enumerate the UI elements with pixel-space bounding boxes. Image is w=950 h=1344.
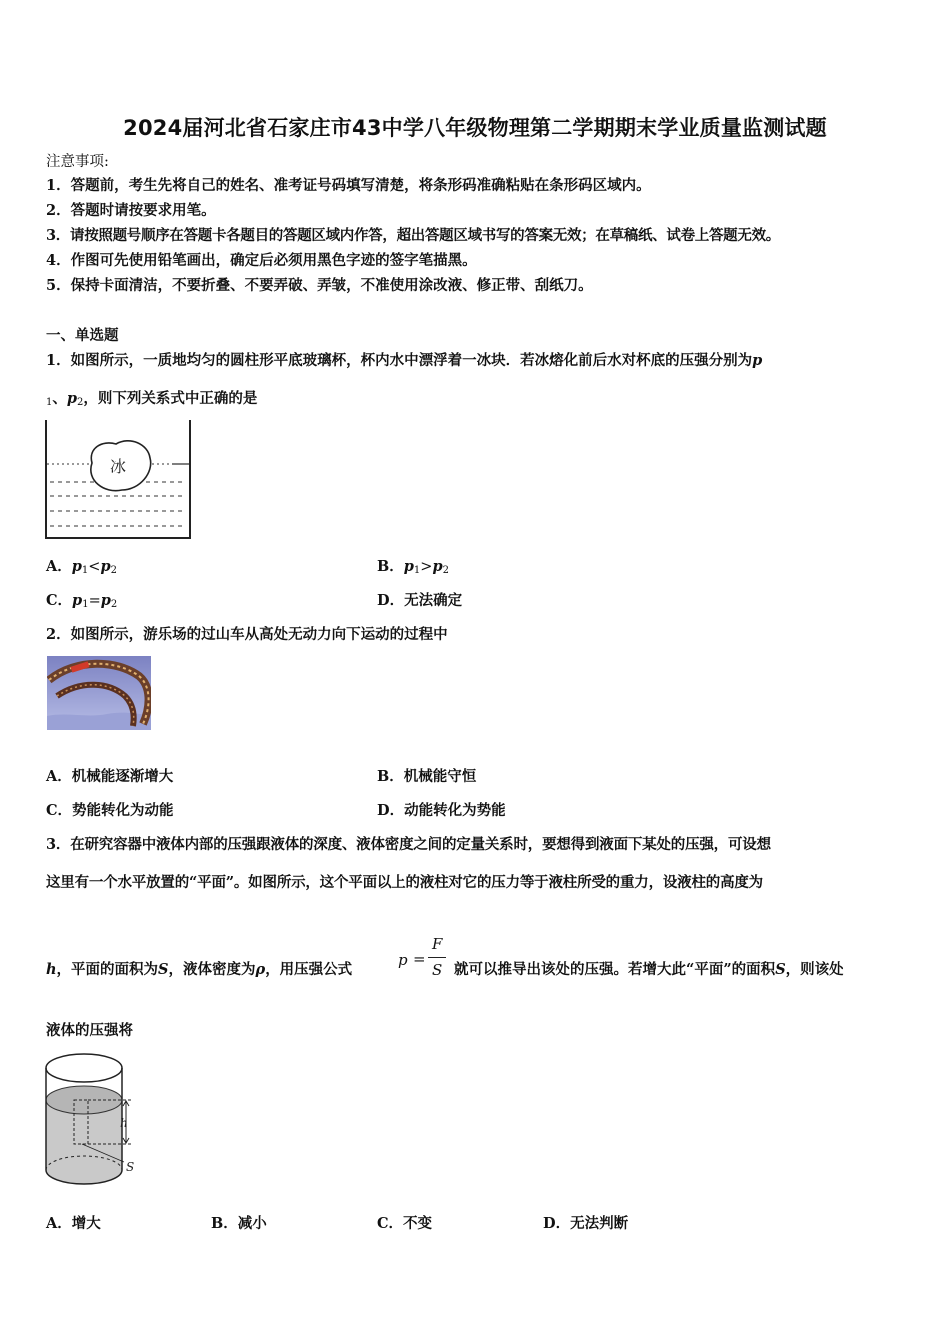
question-3-line3-b [454,960,844,980]
notice-item: 4．作图可先使用铅笔画出，确定后必须用黑色字迹的签字笔描黑。 [46,252,477,269]
option-b[interactable]: B．减小 [211,1215,267,1232]
option-d[interactable]: D．动能转化为势能 [377,802,506,819]
section-heading: 一、单选题 [46,327,119,344]
var-p: p [71,558,82,575]
question-3-line3-a [46,960,352,980]
var-p: p [752,352,763,369]
formula-denominator: S [432,961,443,979]
sub-1: 1 [413,565,421,576]
text: 就可以推导出该处的压强。若增大此“平面”的面积 [454,961,776,978]
option-letter: C． [46,592,73,609]
option-d[interactable]: D．无法判断 [543,1215,629,1232]
height-label: h [120,1116,128,1130]
sub-1: 1 [82,599,89,610]
operator: < [88,559,101,575]
option-letter: B． [377,558,404,575]
sub-2: 2 [110,565,117,576]
option-b[interactable]: B．机械能守恒 [377,768,477,785]
option-a[interactable] [46,557,117,581]
option-letter: D． [377,592,405,609]
text: ，则该处 [785,961,844,978]
option-b[interactable] [377,557,449,581]
page-title: 2024届河北省石家庄市43中学八年级物理第二学期期末学业质量监测试题 [123,116,827,140]
cylinder-figure [42,1050,142,1194]
var-p: p [403,558,414,575]
sub-1: 1 [46,397,53,408]
option-c[interactable]: C．不变 [377,1215,433,1232]
option-c[interactable]: C．势能转化为动能 [46,802,174,819]
separator: 、 [52,390,67,407]
option-letter: A． [46,558,72,575]
notice-item: 3．请按照题号顺序在答题卡各题目的答题区域内作答，超出答题区域书写的答案无效；在草稿纸、试卷上答题无效。 [46,227,780,244]
text: ，液体密度为 [168,961,256,978]
cylinder-top [46,1054,122,1082]
fraction-bar [428,957,446,958]
option-text: 无法确定 [404,592,463,609]
ice-label: 冰 [110,457,127,476]
option-d[interactable] [377,591,462,611]
sub-2: 2 [110,599,118,610]
question-3-line4: 液体的压强将 [46,1022,133,1039]
formula-numerator: F [432,935,443,953]
notice-heading: 注意事项: [46,154,109,170]
question-2-stem: 2．如图所示，游乐场的过山车从高处无动力向下运动的过程中 [46,626,448,643]
sub-2: 2 [77,397,84,408]
notice-item: 5．保持卡面清洁，不要折叠、不要弄破、弄皱，不准使用涂改液、修正带、刮纸刀。 [46,277,593,294]
var-h: h [46,961,57,978]
question-1-stem-cont [46,389,257,413]
option-c[interactable] [46,591,117,615]
notice-item: 1．答题前，考生先将自己的姓名、准考证号码填写清楚，将条形码准确粘贴在条形码区域内。 [46,177,651,194]
var-p: p [100,558,111,575]
var-p: p [66,390,78,407]
var-s: S [775,961,786,978]
var-p: p [100,592,111,609]
operator: = [88,593,101,609]
formula-var-p: p [398,951,408,969]
var-s: S [158,961,169,978]
text: ，平面的面积为 [56,961,159,978]
notice-item: 2．答题时请按要求用笔。 [46,202,216,219]
glass-with-ice-figure [44,418,194,542]
question-1-stem [46,351,762,371]
text: ，用压强公式 [265,961,353,978]
question-3-line2: 这里有一个水平放置的“平面”。如图所示，这个平面以上的液柱对它的压力等于液柱所受的重力，设液柱的高度为 [46,874,763,891]
roller-coaster-photo [47,656,151,730]
operator: > [420,559,433,575]
var-p: p [432,558,443,575]
option-a[interactable]: A．增大 [46,1215,101,1232]
question-3-line1: 3．在研究容器中液体内部的压强跟液体的深度、液体密度之间的定量关系时，要想得到液面下某处的压强，可设想 [46,836,771,853]
sub-1: 1 [81,565,89,576]
var-p: p [72,592,83,609]
var-rho: ρ [255,961,266,978]
option-a[interactable]: A．机械能逐渐增大 [46,768,174,785]
question-1-rest: ，则下列关系式中正确的是 [83,390,258,407]
sub-2: 2 [442,565,449,576]
formula-p [398,950,408,969]
area-label: S [126,1160,135,1174]
formula-eq: = [413,950,426,968]
question-1-line1: 1．如图所示，一质地均匀的圆柱形平底玻璃杯，杯内水中漂浮着一冰块．若冰熔化前后水对杯底的压强分别为 [46,352,753,369]
